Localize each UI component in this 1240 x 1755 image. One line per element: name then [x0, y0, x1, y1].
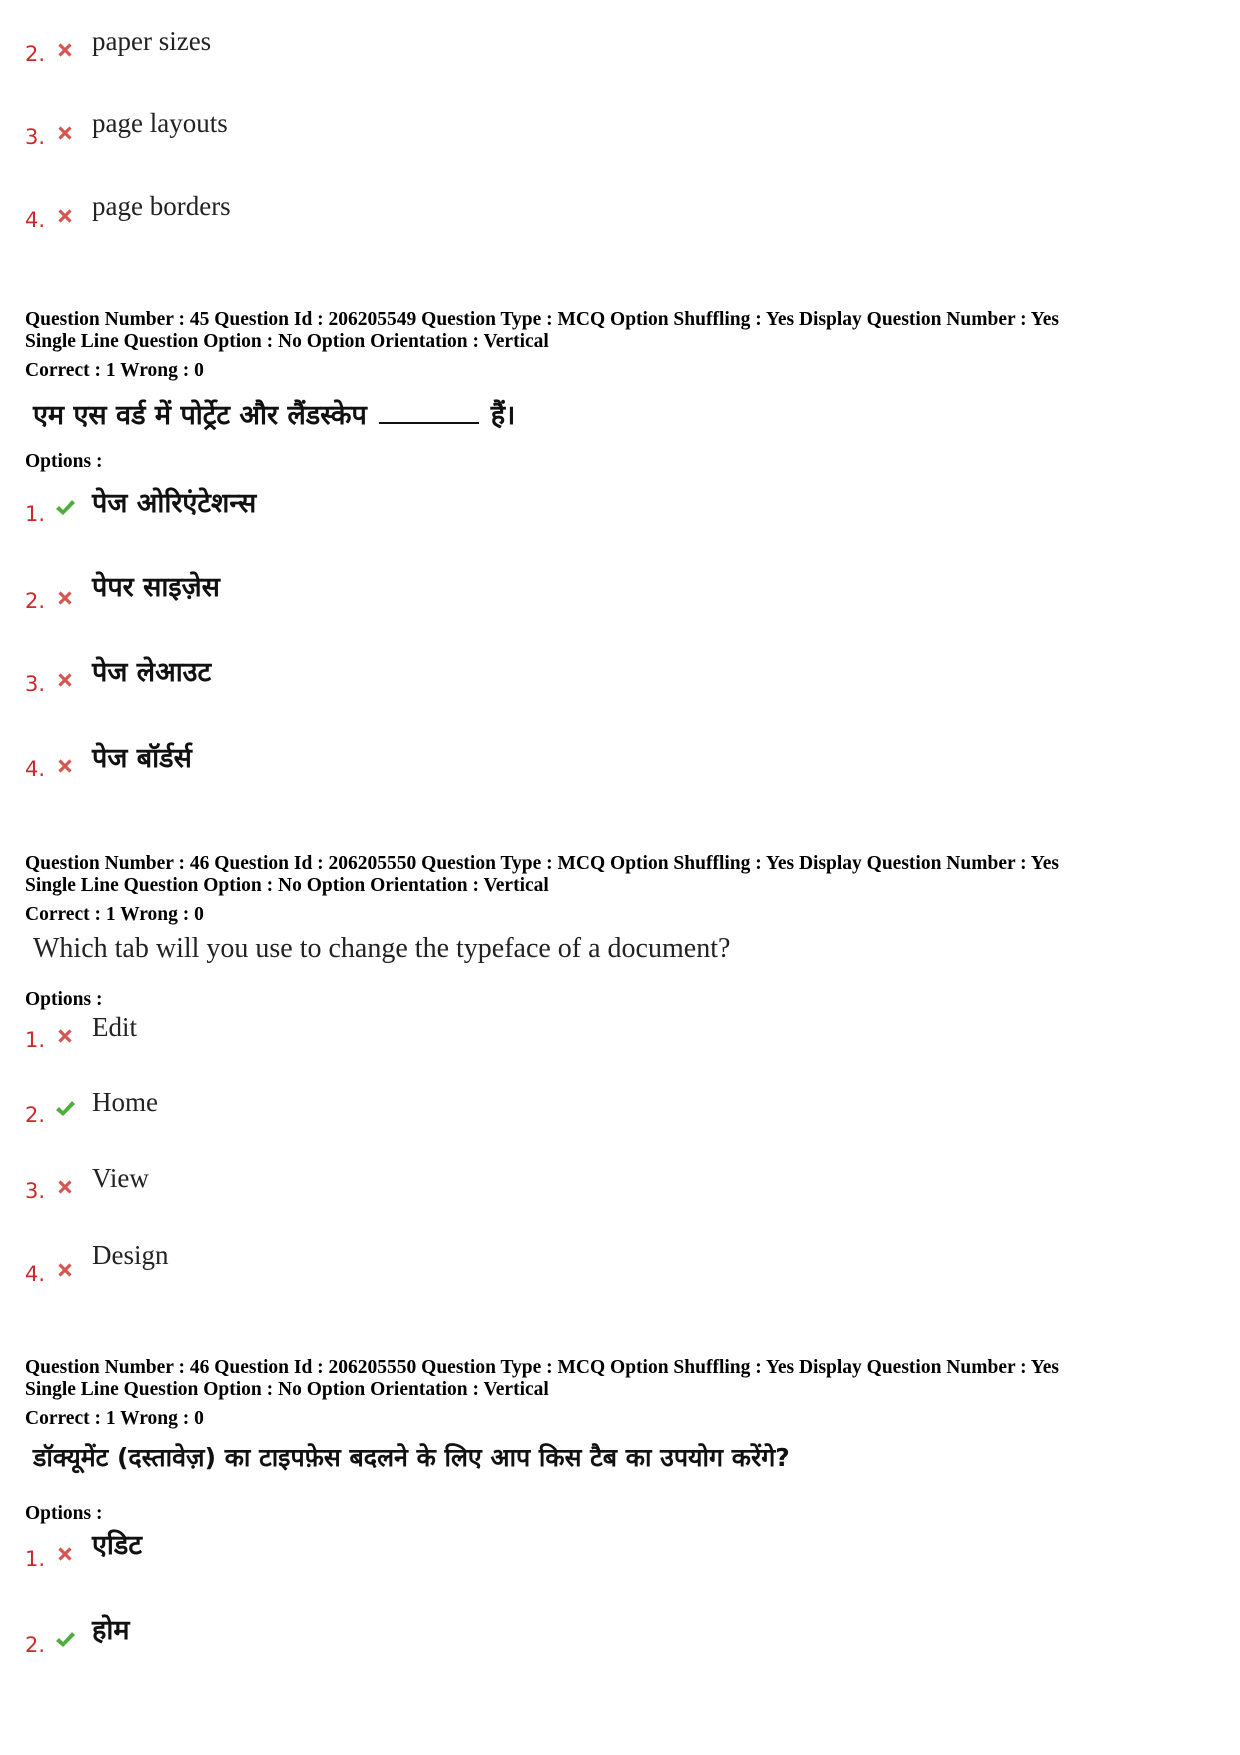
option-text: एडिट: [92, 1530, 142, 1561]
correct-check-icon: [54, 1098, 76, 1120]
option-text: पेज ओरिएंटेशन्स: [92, 488, 257, 519]
option-number: 2.: [25, 1633, 46, 1657]
question-text-after-blank: हैं।: [490, 400, 516, 431]
correct-check-icon: [54, 1629, 76, 1651]
wrong-mark-icon: [54, 1543, 76, 1565]
wrong-mark-icon: [54, 39, 76, 61]
wrong-mark-icon: [54, 669, 76, 691]
option-text: View: [92, 1163, 149, 1193]
option-number: 1.: [25, 502, 46, 526]
question-text: [33, 395, 515, 432]
wrong-mark-icon: [54, 755, 76, 777]
wrong-mark-icon: [54, 1176, 76, 1198]
options-label: Options :: [25, 989, 103, 1010]
option-text: होम: [92, 1615, 130, 1646]
question-meta-line1: Question Number : 46 Question Id : 206205550 Question Type : MCQ Option Shuffling : Yes Display Question Number : Yes: [25, 853, 1059, 874]
option-number: 4.: [25, 1262, 46, 1286]
options-label: Options :: [25, 1503, 103, 1524]
question-meta-line1: Question Number : 46 Question Id : 206205550 Question Type : MCQ Option Shuffling : Yes Display Question Number : Yes: [25, 1357, 1059, 1378]
option-number: 2.: [25, 1103, 46, 1127]
option-number: 2.: [25, 589, 46, 613]
fill-blank: [379, 422, 479, 424]
wrong-mark-icon: [54, 122, 76, 144]
option-number: 3.: [25, 672, 46, 696]
option-number: 4.: [25, 208, 46, 232]
question-score: Correct : 1 Wrong : 0: [25, 904, 204, 925]
option-text: paper sizes: [92, 26, 212, 56]
wrong-mark-icon: [54, 1259, 76, 1281]
option-number: 1.: [25, 1028, 46, 1052]
question-meta-line2: Single Line Question Option : No Option Orientation : Vertical: [25, 1379, 549, 1400]
option-text: Home: [92, 1087, 158, 1117]
correct-check-icon: [54, 497, 76, 519]
question-score: Correct : 1 Wrong : 0: [25, 1408, 204, 1429]
option-number: 1.: [25, 1547, 46, 1571]
question-meta-line2: Single Line Question Option : No Option Orientation : Vertical: [25, 331, 549, 352]
option-text: page borders: [92, 191, 231, 221]
option-number: 3.: [25, 125, 46, 149]
question-text-before-blank: एम एस वर्ड में पोर्ट्रेट और लैंडस्केप: [33, 400, 367, 431]
wrong-mark-icon: [54, 205, 76, 227]
question-meta-line2: Single Line Question Option : No Option Orientation : Vertical: [25, 875, 549, 896]
option-number: 2.: [25, 42, 46, 66]
option-text: पेज बॉर्डर्स: [92, 743, 192, 774]
option-text: Edit: [92, 1012, 137, 1042]
option-number: 4.: [25, 757, 46, 781]
question-text: डॉक्यूमेंट (दस्तावेज़) का टाइपफ़ेस बदलने के लिए आप किस टैब का उपयोग करेंगे?: [33, 1443, 790, 1472]
option-text: page layouts: [92, 108, 228, 138]
question-score: Correct : 1 Wrong : 0: [25, 360, 204, 381]
options-label: Options :: [25, 451, 103, 472]
option-text: Design: [92, 1240, 169, 1270]
option-text: पेपर साइज़ेस: [92, 572, 220, 603]
option-text: पेज लेआउट: [92, 657, 212, 688]
question-meta-line1: Question Number : 45 Question Id : 206205549 Question Type : MCQ Option Shuffling : Yes Display Question Number : Yes: [25, 309, 1059, 330]
option-number: 3.: [25, 1179, 46, 1203]
wrong-mark-icon: [54, 1025, 76, 1047]
question-text: Which tab will you use to change the typeface of a document?: [33, 933, 731, 964]
wrong-mark-icon: [54, 587, 76, 609]
